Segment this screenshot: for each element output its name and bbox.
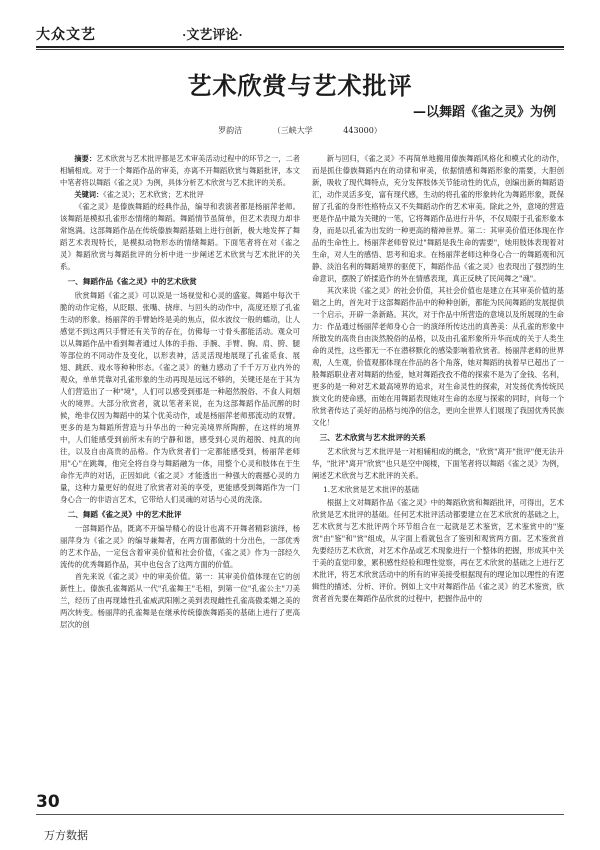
page-number: 30 bbox=[36, 792, 60, 812]
abstract bbox=[60, 153, 300, 189]
paragraph: 首先来说《雀之灵》中的审美价值。第一：其审美价值体现在它的创新性上。傣族孔雀舞蹈从一代"孔雀舞王"毛相，到第一位"孔雀公主"刀美兰，经历了由再现雄性孔雀威武阳刚之美到表现雌性孔雀高傲柔媚之美的两次转变。杨丽萍的孔雀舞是在继承传统傣族舞蹈美的基础上进行了更高层次的创 bbox=[60, 572, 300, 629]
author-affiliation: （三峡大学 bbox=[272, 126, 313, 135]
article-title: 艺术欣赏与艺术批评 bbox=[187, 72, 413, 100]
keywords bbox=[60, 189, 300, 201]
section-name: ·文艺评论· bbox=[182, 27, 243, 42]
keywords-label: 关键词： bbox=[74, 190, 104, 199]
journal-name: 大众文艺 bbox=[36, 28, 96, 43]
keywords-text: 《雀之灵》；艺术欣赏；艺术批评 bbox=[103, 190, 204, 199]
running-header bbox=[36, 24, 564, 46]
paragraph: 欣赏舞蹈《雀之灵》可以说是一场视觉和心灵的盛宴。舞蹈中每次干脆的动作定格，从眨眼、张嘴、挠痒、与回头的动作中，高度还原了孔雀生动的形象。杨丽萍的手臂始终是美的焦点，似水波纹一般的蠕动，让人感觉不到这两只手臂还有关节的存在，仿佛每一寸骨头都能活动。观众可以从舞蹈作品中看到舞者通过人体的手指、手腕、手臂、胸、肩、胯、腿等部位的不同动作及变化，以形表神，活灵活现地展现了孔雀觅食、展翅、跳跃、戏水等种种形态。《雀之灵》的魅力感动了千千万万业内外的观众，单单凭靠对孔雀形象的生动再现是远远不够的，关键还是在于其为人们营造出了一种"境"，人们可以感受到那是一种超然脱俗、不食人间烟火的境界。大部分欣赏者，就以笔者来说，在为这部舞蹈作品沉醉的时候，绝非仅因为舞蹈中的某个优美动作，或是杨丽萍老师那流动的双臂。更多的是为舞蹈所营造与升华出的一种完美境界所陶醉，在这样的境界中，人们能感受到前所未有的宁静和谐，感受到心灵的超脱、纯真的向往，以及自由高贵的品格。作为欣赏者们一定都能感受到，杨丽萍老师用"心"在跳舞，他完全将自身与舞蹈融为一体，用整个心灵和肢体在于生命作无声的对话，正因如此《雀之灵》才能透出一种强大的震撼心灵的力量，这种力量更好的促进了欣赏者对美的享受，更能感受到舞蹈作为一门身心合一的非语言艺术，它带给人们灵魂的对话与心灵的洗涤。 bbox=[60, 291, 300, 504]
header-rule-thin bbox=[36, 49, 564, 50]
paragraph: 《雀之灵》是傣族舞蹈的经典作品，编导和表演者都是杨丽萍老师。该舞蹈是模拟孔雀形态情绪的舞蹈。舞蹈情节虽简单，但艺术表现力却非常饱满。这部舞蹈作品在传统傣族舞蹈基础上进行创新，极大地发挥了舞蹈艺术表现特长，是模拟动物形态的情绪舞蹈。下面笔者将在对《雀之灵》舞蹈欣赏与舞蹈批评的分析中进一步阐述艺术欣赏与艺术批评的关系。 bbox=[60, 202, 300, 271]
author-line bbox=[0, 125, 600, 136]
paragraph: 根据上文对舞蹈作品《雀之灵》中的舞蹈欣赏和舞蹈批评，可得出，艺术欣赏是艺术批评的基础。任何艺术批评活动都要建立在艺术欣赏的基础之上，艺术欣赏与艺术批评两个环节组合在一起就是艺术鉴赏，艺术鉴赏中的"鉴赏"由"鉴"和"赏"组成，从字面上看就包含了鉴别和观赏两方面。艺术鉴赏首先要经历艺术欣赏，对艺术作品或艺术现象进行一个整体的把握，形成其中关于美的直觉印象，累积感性经验和理性觉察，再在艺术欣赏的基础之上进行艺术批评，将艺术欣赏活动中的所有的审美接受根据现有的理论加以理性的有逻辑性的描述、分析、评价。例如上文中对舞蹈作品《雀之灵》的艺术鉴赏，欣赏者首先要在舞蹈作品欣赏的过程中，把握作品中的 bbox=[312, 498, 564, 603]
paragraph: 艺术欣赏与艺术批评是一对相辅相成的概念，"欣赏"离开"批评"便无法升华，"批评"离开"欣赏"也只是空中阁楼，下面笔者将以舞蹈《雀之灵》为例，阐述艺术欣赏与艺术批评的关系。 bbox=[312, 447, 564, 480]
section-heading: 三、艺术欣赏与艺术批评的关系 bbox=[319, 433, 426, 442]
paragraph: 新与回归，《雀之灵》不再简单地搬用傣族舞蹈风格化和模式化的动作，而是抓住傣族舞蹈内在的动律和审美，依据情感和舞蹈形象的需要，大胆创新，吸收了现代舞特点，充分发挥肢体关节能动性的优点，创编出新的舞蹈语汇，动作灵活多变，富有现代感，生动的将孔雀的形象转化为舞蹈形象，既保留了孔雀的身形性格特点又不失舞蹈动作的艺术审美。除此之外，意境的营造更是作品中最为关键的一笔，它将舞蹈作品进行升华，不仅局限于孔雀形象本身，而是以孔雀为出发的一种更高的精神世界。第二：其审美价值还体现在作品的生命性上。杨丽萍老师曾说过"舞蹈是我生命的需要"，她用肢体表现着对生命，对人生的感悟、思考和追求。在杨丽萍老师这种身心合一的舞蹈观和沉静、淡泊名利的舞蹈境界的驱使下，舞蹈作品《雀之灵》也表现出了强烈的生命意识，摆脱了娇揉造作的外在情感表现，真正反映了民间舞之"魂"。 bbox=[312, 154, 564, 283]
section-heading: 一、舞蹈作品《雀之灵》中的艺术欣赏 bbox=[67, 277, 197, 286]
header-rule bbox=[36, 46, 564, 48]
footer-source: 万方数据 bbox=[44, 829, 88, 842]
footer-rule bbox=[36, 814, 564, 815]
right-column bbox=[312, 153, 564, 605]
paragraph: 一部舞蹈作品，既离不开编导精心的设计也离不开舞者精彩演绎，杨丽萍身为《雀之灵》的编导兼舞者，在两方面都做的十分出色，一部优秀的艺术作品，一定包含着审美价值和社会价值，《雀之灵》作为一部经久流传的优秀舞蹈作品，其中也包含了这两方面的价值。 bbox=[60, 524, 300, 569]
section-heading: 二、舞蹈《雀之灵》中的艺术批评 bbox=[67, 510, 182, 519]
author-postcode: 443000） bbox=[343, 126, 382, 135]
section-heading: 1.艺术欣赏是艺术批评的基础 bbox=[323, 485, 419, 494]
left-column bbox=[60, 153, 300, 631]
left-body bbox=[60, 201, 300, 631]
abstract-text: 艺术欣赏与艺术批评都是艺术审美活动过程中的环节之一，二者相辅相成。对于一个舞蹈作品的审美，亦离不开舞蹈欣赏与舞蹈批评，本文中笔者将以舞蹈《雀之灵》为例，具体分析艺术欣赏与艺术批评的关系。 bbox=[60, 154, 300, 187]
article-subtitle: —以舞蹈《雀之灵》为例 bbox=[412, 105, 556, 120]
right-body bbox=[312, 153, 564, 605]
abstract-label: 摘要： bbox=[74, 154, 97, 163]
paragraph: 其次来说《雀之灵》的社会价值，其社会价值也是建立在其审美价值的基础之上的，首先对于这部舞蹈作品中的种种创新，都能为民间舞蹈的发展提供一个启示，开辟一条新路。其次，对于作品中所营造的意境以及所展现的生命力：作品通过杨丽萍老师身心合一的演绎所传达出的真善美：从孔雀的形象中所散发的高贵自由淡然脱俗的品格，以及由孔雀形象所升华而成的关于人类生命的灵性，这些都无一不在潜移默化的感染影响着欣赏者。杨丽萍老师的世界观，人生观，价值观都体现在作品的各个角落，她对舞蹈的执着早已超出了一般舞蹈职业者对舞蹈的热爱，她对舞蹈孜孜不倦的探索不是为了金钱、名利，更多的是一种对艺术最高境界的追求，对生命灵性的探索，对发扬优秀传统民族文化的使命感，而她在用舞蹈表现她对生命的态度与探索的同时，向每一个欣赏者传达了美好的品格与纯净的信念，更向全世界人们展现了我国优秀民族文化！ bbox=[312, 286, 564, 427]
author-name: 罗韵洁 bbox=[218, 126, 243, 135]
